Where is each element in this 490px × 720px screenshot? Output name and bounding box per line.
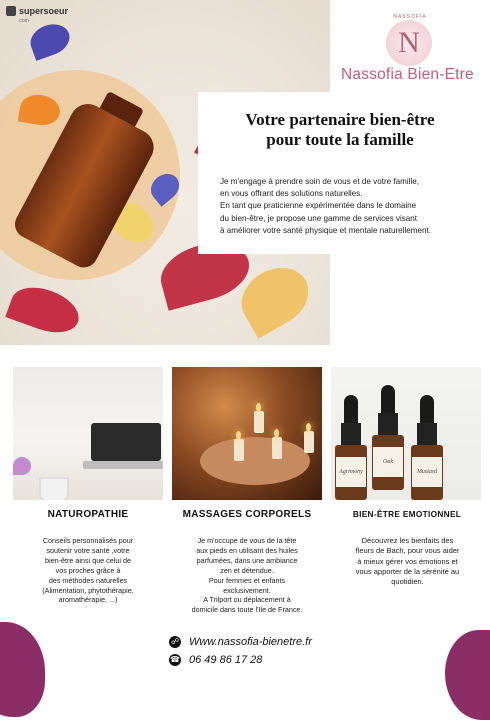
bottle-label: Mustard bbox=[412, 457, 442, 487]
desc-line: Conseils personnalisés pour bbox=[42, 536, 134, 545]
naturopathie-title: NATUROPATHIE bbox=[22, 502, 154, 526]
intro-line: à améliorer votre santé physique et mentale naturellement. bbox=[220, 225, 432, 235]
desc-line: Découvrez les bienfaits des bbox=[361, 536, 454, 545]
phone-icon: ☎ bbox=[170, 655, 180, 664]
brand-name: Nassofia Bien-Etre bbox=[341, 66, 474, 83]
desc-line: zen et détendue. bbox=[220, 565, 274, 575]
massages-description bbox=[182, 536, 312, 615]
desc-line: bien-être ainsi que celui de bbox=[45, 555, 131, 565]
desc-line: quotidien. bbox=[391, 577, 424, 587]
logo-arc-text: NASSOFIA bbox=[393, 14, 427, 20]
title-line: pour toute la famille bbox=[266, 130, 414, 149]
massage-photo bbox=[172, 367, 322, 500]
watermark-text: supersoeur bbox=[19, 6, 69, 16]
desc-line: parfumées, dans une ambiance bbox=[196, 555, 298, 565]
intro-line: Je m'engage à prendre soin de vous et de votre famille, bbox=[220, 177, 420, 186]
laptop-base bbox=[83, 461, 163, 469]
decorative-blob-left bbox=[0, 622, 45, 717]
tea-mug bbox=[39, 477, 69, 500]
website-row[interactable] bbox=[169, 636, 312, 648]
desc-line: fleurs de Bach, pour vous aider bbox=[355, 546, 460, 556]
watermark bbox=[6, 6, 68, 16]
dropper-bottle bbox=[417, 395, 437, 495]
brand-logo bbox=[386, 20, 432, 66]
desc-line: aux pieds en utilisant des huiles bbox=[196, 545, 298, 555]
watermark-logo-icon bbox=[6, 6, 16, 16]
bottle-label: Oak bbox=[373, 447, 403, 477]
massages-title: MASSAGES CORPORELS bbox=[181, 502, 313, 526]
logo-letter: N bbox=[398, 26, 420, 59]
intro-line: du bien-être, je propose une gamme de services visant bbox=[220, 213, 418, 223]
candle bbox=[254, 411, 264, 433]
dropper-bottle bbox=[378, 385, 398, 485]
candle bbox=[304, 431, 314, 453]
desc-line: à mieux gérer vos émotions et bbox=[357, 556, 458, 566]
candle-flame bbox=[236, 431, 241, 440]
title-line: Votre partenaire bien-être bbox=[245, 110, 435, 129]
page-title bbox=[210, 110, 470, 150]
massage-client bbox=[200, 437, 310, 485]
naturopathie-description bbox=[18, 536, 158, 605]
candle bbox=[234, 439, 244, 461]
desc-line: des méthodes naturelles bbox=[48, 575, 128, 585]
desc-line: Je m'occupe de vous de la tête bbox=[197, 536, 297, 545]
petal bbox=[26, 19, 74, 61]
emotionnel-description bbox=[340, 536, 475, 587]
candle-flame bbox=[274, 429, 279, 438]
petal bbox=[5, 279, 84, 341]
petal bbox=[13, 457, 31, 475]
desc-line: aromathérapie, ...) bbox=[58, 595, 118, 605]
intro-text bbox=[220, 176, 490, 237]
laptop bbox=[91, 423, 161, 461]
intro-line: En tant que praticienne expérimentée dans le domaine bbox=[220, 201, 417, 211]
desc-line: A Trilport ou déplacement à bbox=[203, 595, 291, 605]
globe-icon: ☍ bbox=[170, 637, 180, 646]
website-link[interactable]: Www.nassofia-bienetre.fr bbox=[189, 636, 312, 648]
watermark-sub: .com bbox=[18, 18, 29, 24]
desc-line: Pour femmes et enfants bbox=[208, 575, 286, 585]
desc-line: exclusivement. bbox=[223, 585, 271, 595]
intro-line: en vous offrant des solutions naturelles. bbox=[220, 189, 363, 199]
phone-row[interactable] bbox=[169, 654, 262, 666]
dropper-bottle bbox=[341, 395, 361, 495]
bottle-label: Agrimony bbox=[336, 457, 366, 487]
naturopathie-photo bbox=[13, 367, 163, 500]
desc-line: soutenir votre santé ,votre bbox=[46, 545, 130, 555]
decorative-blob-right bbox=[445, 630, 490, 720]
emotionnel-title: BIEN-ÊTRE EMOTIONNEL bbox=[338, 502, 476, 526]
bach-flowers-photo bbox=[331, 367, 481, 500]
desc-line: vous apporter de la sérénité au bbox=[355, 566, 460, 576]
desc-line: (Alimentation, phytothérapie, bbox=[42, 585, 134, 595]
candle bbox=[272, 437, 282, 459]
desc-line: domicile dans toute l'Ile de France. bbox=[191, 605, 303, 615]
desc-line: vos proches grâce à bbox=[55, 565, 121, 575]
phone-number[interactable]: 06 49 86 17 28 bbox=[189, 654, 263, 666]
candle-flame bbox=[256, 403, 261, 412]
candle-flame bbox=[306, 423, 311, 432]
